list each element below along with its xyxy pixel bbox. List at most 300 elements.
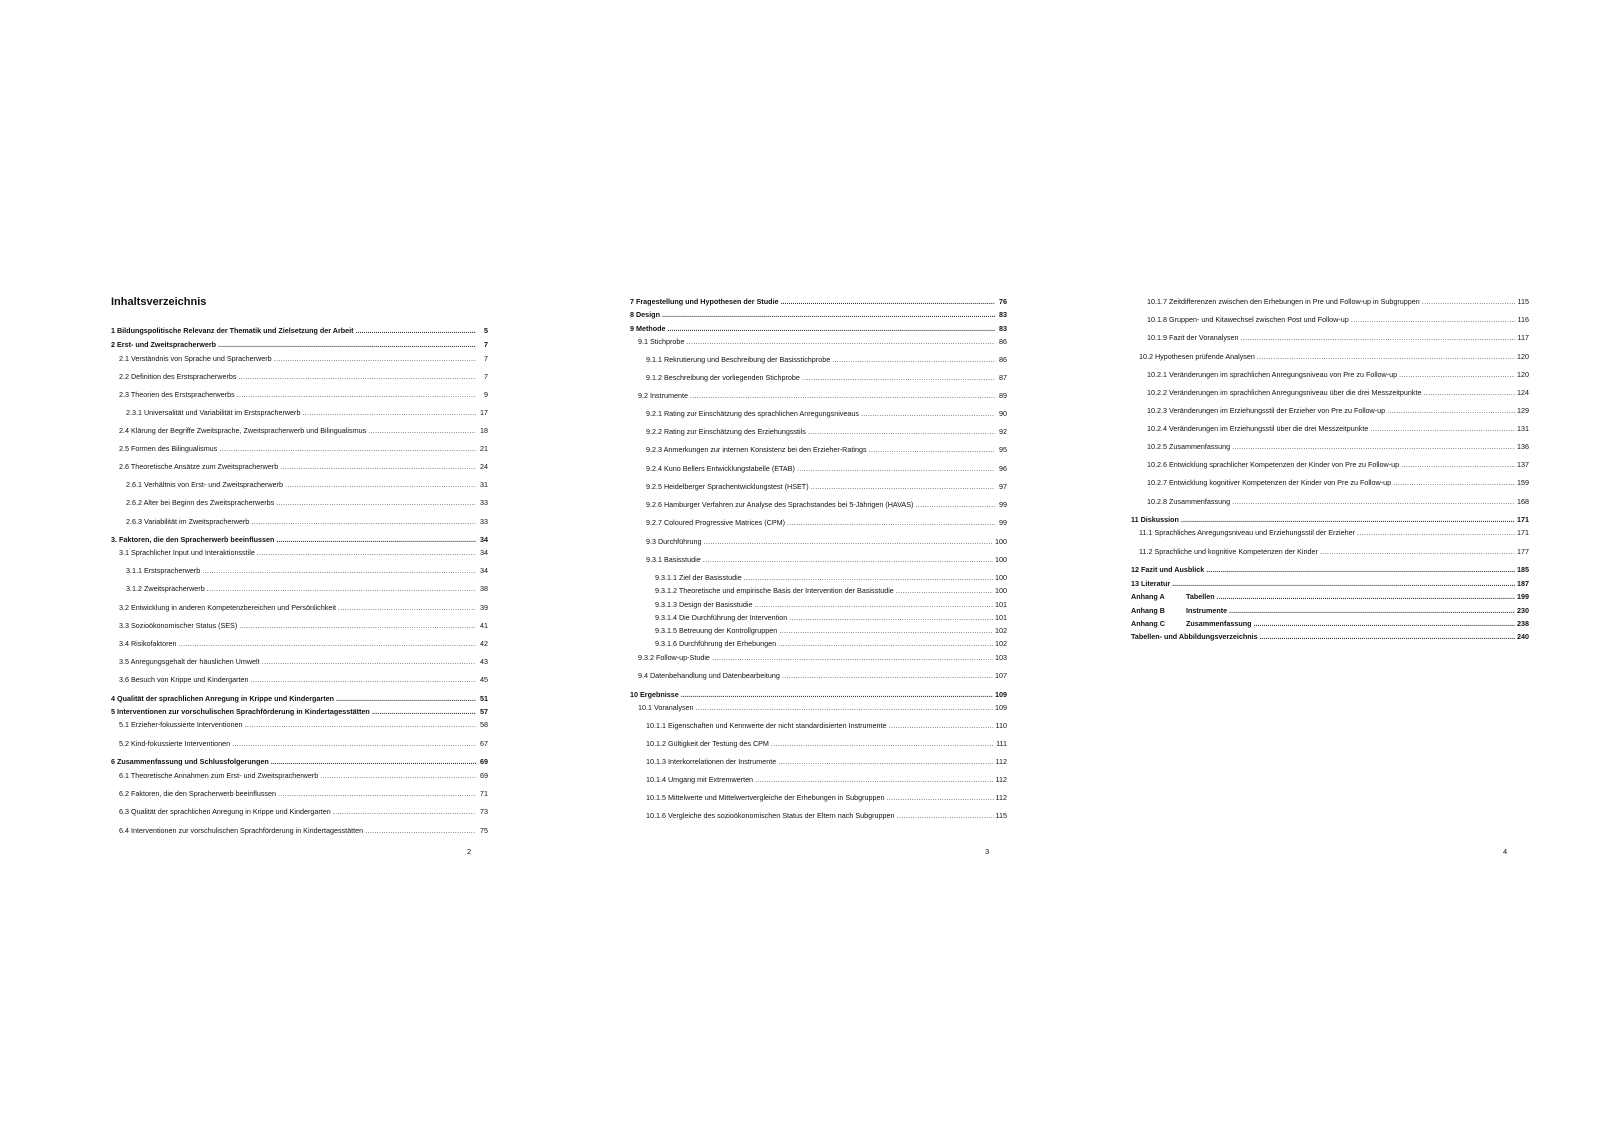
toc-entry-title: 9.4 Datenbehandlung und Datenbearbeitung [638, 671, 780, 680]
toc-entry-title: 10.1.1 Eigenschaften und Kennwerte der nicht standardisierten Instrumente [646, 721, 887, 730]
toc-entry[interactable] [119, 371, 488, 381]
toc-entry-title: 9.1.1 Rekrutierung und Beschreibung der Basisstichprobe [646, 355, 831, 364]
toc-entry-title: 9.3 Durchführung [646, 537, 702, 546]
toc-entry-page: 18 [480, 426, 488, 435]
toc-entry-page: 102 [995, 639, 1007, 648]
toc-entry-page: 112 [995, 757, 1007, 766]
toc-entry[interactable] [646, 720, 1007, 730]
toc-leader-dots [797, 464, 995, 473]
toc-entry-title: 10.1 Voranalysen [638, 703, 694, 712]
toc-leader-dots [333, 807, 476, 816]
toc-leader-dots [1357, 528, 1515, 537]
toc-entry[interactable] [119, 738, 488, 748]
toc-entry[interactable] [1131, 631, 1529, 641]
toc-entry-page: 99 [999, 518, 1007, 527]
toc-entry-title [1131, 619, 1252, 628]
toc-entry-page: 199 [1517, 592, 1529, 601]
toc-entry-title: 9 Methode [630, 324, 666, 333]
toc-leader-dots [1241, 333, 1516, 342]
toc-leader-dots [703, 555, 993, 564]
toc-entry-page: 101 [995, 613, 1007, 622]
toc-entry-page: 69 [480, 757, 488, 766]
toc-leader-dots [696, 703, 993, 712]
toc-entry-page: 120 [1517, 352, 1529, 361]
toc-leader-dots [755, 775, 993, 784]
toc-leader-dots [320, 771, 476, 780]
toc-entry-page: 100 [995, 537, 1007, 546]
toc-entry-page: 71 [480, 789, 488, 798]
toc-leader-dots [238, 372, 476, 381]
toc-entry[interactable] [630, 689, 1007, 699]
toc-entry[interactable] [119, 602, 488, 612]
toc-leader-dots [832, 355, 995, 364]
toc-leader-dots [250, 675, 476, 684]
toc-entry-page: 33 [480, 517, 488, 526]
toc-entry-page: 33 [480, 498, 488, 507]
toc-leader-dots [778, 639, 993, 648]
toc-entry-page: 109 [995, 690, 1007, 699]
toc-entry-title: 2.6 Theoretische Ansätze zum Zweitspracherwerb [119, 462, 279, 471]
toc-entry[interactable] [119, 719, 488, 729]
toc-entry[interactable] [646, 810, 1007, 820]
toc-entry[interactable] [1147, 441, 1529, 451]
toc-entry-page: 230 [1517, 606, 1529, 615]
toc-entry[interactable] [126, 479, 488, 489]
toc-entry[interactable] [119, 425, 488, 435]
toc-entry[interactable] [126, 565, 488, 575]
toc-entry-page: 129 [1517, 406, 1529, 415]
toc-entry-title: 2.3.1 Universalität und Variabilität im Erstspracherwerb [126, 408, 301, 417]
toc-entry[interactable] [655, 612, 1007, 622]
toc-leader-dots [356, 326, 476, 335]
toc-entry[interactable] [1131, 578, 1529, 588]
toc-entry[interactable] [646, 792, 1007, 802]
toc-entry-page: 42 [480, 639, 488, 648]
toc-entry-page: 58 [480, 720, 488, 729]
toc-entry-title: 9.2 Instrumente [638, 391, 688, 400]
toc-entry[interactable] [655, 585, 1007, 595]
toc-leader-dots [887, 793, 994, 802]
toc-leader-dots [368, 426, 476, 435]
toc-entry-title: 9.2.2 Rating zur Einschätzung des Erziehungsstils [646, 427, 806, 436]
toc-leader-dots [1351, 315, 1516, 324]
toc-entry-page: 45 [480, 675, 488, 684]
toc-entry-title: 9.3.1 Basisstudie [646, 555, 701, 564]
toc-entry[interactable] [646, 774, 1007, 784]
appendix-title: Zusammenfassung [1186, 619, 1252, 628]
toc-leader-dots [1401, 460, 1515, 469]
toc-entry[interactable] [1147, 496, 1529, 506]
toc-entry-title: 9.3.1.5 Betreuung der Kontrollgruppen [655, 626, 778, 635]
toc-leader-dots [668, 324, 995, 333]
toc-entry[interactable] [119, 656, 488, 666]
toc-entry[interactable] [119, 788, 488, 798]
toc-leader-dots [662, 310, 995, 319]
toc-entry[interactable] [1147, 477, 1529, 487]
toc-entry-title: 3.4 Risikofaktoren [119, 639, 177, 648]
toc-entry-title: 10.1.5 Mittelwerte und Mittelwertvergleiche der Erhebungen in Subgruppen [646, 793, 885, 802]
toc-leader-dots [219, 444, 476, 453]
toc-entry-page: 51 [480, 694, 488, 703]
toc-leader-dots [1229, 606, 1515, 615]
toc-entry-page: 7 [484, 372, 488, 381]
appendix-label: Anhang B [1131, 606, 1165, 615]
toc-entry[interactable] [126, 497, 488, 507]
toc-leader-dots [781, 297, 995, 306]
toc-entry-title: 9.3.1.3 Design der Basisstudie [655, 600, 753, 609]
toc-leader-dots [1370, 424, 1515, 433]
toc-entry-title: 6.3 Qualität der sprachlichen Anregung in Krippe und Kindergarten [119, 807, 331, 816]
toc-leader-dots [285, 480, 476, 489]
toc-entry-page: 136 [1517, 442, 1529, 451]
toc-leader-dots [338, 603, 476, 612]
toc-entry-page: 100 [995, 573, 1007, 582]
toc-entry[interactable] [111, 706, 488, 716]
toc-leader-dots [1387, 406, 1515, 415]
toc-leader-dots [207, 584, 476, 593]
toc-entry-title: 6.2 Faktoren, die den Spracherwerb beeinflussen [119, 789, 277, 798]
toc-entry-page: 111 [996, 739, 1007, 748]
toc-leader-dots [179, 639, 476, 648]
toc-leader-dots [1257, 352, 1515, 361]
toc-entry[interactable] [655, 572, 1007, 582]
toc-entry[interactable] [119, 353, 488, 363]
toc-entry-title: 10.1.9 Fazit der Voranalysen [1147, 333, 1239, 342]
page-number-3: 4 [1503, 847, 1508, 856]
toc-entry-page: 83 [999, 324, 1007, 333]
toc-entry-title: 7 Fragestellung und Hypothesen der Studie [630, 297, 779, 306]
toc-leader-dots [1206, 565, 1515, 574]
toc-entry-title: 6.1 Theoretische Annahmen zum Erst- und Zweitspracherwerb [119, 771, 319, 780]
toc-entry-title: 10.2 Hypothesen prüfende Analysen [1139, 352, 1255, 361]
toc-entry[interactable] [630, 296, 1007, 306]
toc-leader-dots [239, 621, 476, 630]
toc-entry-title: 11 Diskussion [1131, 515, 1179, 524]
toc-entry[interactable] [119, 674, 488, 684]
toc-entry[interactable] [638, 702, 1007, 712]
toc-entry-title: 2.6.2 Alter bei Beginn des Zweitspracherwerbs [126, 498, 275, 507]
toc-entry[interactable] [646, 517, 1007, 527]
toc-leader-dots [280, 462, 476, 471]
toc-entry-title: 3.6 Besuch von Krippe und Kindergarten [119, 675, 249, 684]
toc-entry-title: 10.2.3 Veränderungen im Erziehungsstil der Erzieher von Pre zu Follow-up [1147, 406, 1386, 415]
toc-entry[interactable] [646, 408, 1007, 418]
toc-entry-title: 9.2.1 Rating zur Einschätzung des sprachlichen Anregungsniveaus [646, 409, 859, 418]
toc-entry-page: 17 [480, 408, 488, 417]
toc-entry[interactable] [646, 372, 1007, 382]
toc-leader-dots [1181, 515, 1515, 524]
toc-entry[interactable] [119, 389, 488, 399]
toc-entry-title: 10.2.6 Entwicklung sprachlicher Kompetenzen der Kinder von Pre zu Follow-up [1147, 460, 1400, 469]
toc-entry-title: 9.2.4 Kuno Bellers Entwicklungstabelle (ETAB) [646, 464, 795, 473]
toc-leader-dots [1232, 497, 1515, 506]
toc-entry-title: 9.3.1.6 Durchführung der Erhebungen [655, 639, 777, 648]
toc-entry[interactable] [646, 738, 1007, 748]
toc-entry[interactable] [1147, 387, 1529, 397]
toc-entry-title: 2.3 Theorien des Erstspracherwerbs [119, 390, 235, 399]
toc-entry-page: 87 [999, 373, 1007, 382]
toc-leader-dots [869, 445, 995, 454]
toc-leader-dots [1172, 579, 1515, 588]
toc-leader-dots [889, 721, 994, 730]
toc-entry-title: 10.2.1 Veränderungen im sprachlichen Anregungsniveau von Pre zu Follow-up [1147, 370, 1398, 379]
toc-entry-title: 10.1.3 Interkorrelationen der Instrumente [646, 757, 777, 766]
toc-title: Inhaltsverzeichnis [111, 296, 207, 308]
toc-entry-title: 5 Interventionen zur vorschulischen Sprachförderung in Kindertagesstätten [111, 707, 370, 716]
toc-entry[interactable] [111, 756, 488, 766]
toc-entry[interactable] [646, 536, 1007, 546]
toc-entry-title: 11.2 Sprachliche und kognitive Kompetenzen der Kinder [1139, 547, 1318, 556]
toc-leader-dots [262, 657, 476, 666]
toc-entry-page: 73 [480, 807, 488, 816]
toc-entry-page: 99 [999, 500, 1007, 509]
toc-entry-page: 5 [484, 326, 488, 335]
toc-entry-page: 38 [480, 584, 488, 593]
toc-entry-page: 34 [480, 535, 488, 544]
toc-entry[interactable] [646, 444, 1007, 454]
toc-entry-page: 97 [999, 482, 1007, 491]
toc-entry-page: 185 [1517, 565, 1529, 574]
toc-entry-page: 7 [484, 340, 488, 349]
toc-entry-page: 131 [1517, 424, 1529, 433]
toc-entry-title [1131, 606, 1227, 615]
toc-entry-page: 41 [480, 621, 488, 630]
toc-entry[interactable] [638, 652, 1007, 662]
toc-entry-page: 100 [995, 586, 1007, 595]
toc-entry-title: 9.2.7 Coloured Progressive Matrices (CPM) [646, 518, 786, 527]
toc-entry-page: 69 [480, 771, 488, 780]
toc-entry[interactable] [111, 325, 488, 335]
toc-leader-dots [808, 427, 995, 436]
toc-entry-page: 96 [999, 464, 1007, 473]
toc-entry[interactable] [111, 693, 488, 703]
toc-entry[interactable] [646, 756, 1007, 766]
toc-leader-dots [251, 517, 476, 526]
toc-entry-page: 240 [1517, 632, 1529, 641]
toc-entry[interactable] [119, 443, 488, 453]
toc-entry-title: 6 Zusammenfassung und Schlussfolgerungen [111, 757, 269, 766]
toc-entry-title: 6.4 Interventionen zur vorschulischen Sprachförderung in Kindertagesstätten [119, 826, 364, 835]
toc-entry-page: 168 [1517, 497, 1529, 506]
toc-entry-page: 171 [1517, 528, 1529, 537]
toc-entry[interactable] [1139, 546, 1529, 556]
toc-entry-title: 2.6.1 Verhältnis von Erst- und Zweitspracherwerb [126, 480, 284, 489]
toc-entry[interactable] [111, 534, 488, 544]
toc-entry-title: 10.1.2 Gültigkeit der Testung des CPM [646, 739, 769, 748]
toc-entry-page: 112 [995, 793, 1007, 802]
toc-entry[interactable] [1131, 605, 1529, 615]
toc-entry-page: 31 [480, 480, 488, 489]
toc-entry-title [1131, 592, 1215, 601]
toc-entry-page: 117 [1517, 333, 1529, 342]
toc-leader-dots [789, 613, 993, 622]
toc-entry[interactable] [646, 554, 1007, 564]
toc-entry[interactable] [1147, 423, 1529, 433]
toc-entry[interactable] [638, 390, 1007, 400]
toc-entry[interactable] [655, 638, 1007, 648]
toc-entry[interactable] [1147, 459, 1529, 469]
toc-entry-page: 116 [1517, 315, 1529, 324]
toc-leader-dots [274, 354, 476, 363]
toc-entry[interactable] [646, 426, 1007, 436]
toc-leader-dots [712, 653, 993, 662]
toc-entry[interactable] [1147, 314, 1529, 324]
toc-leader-dots [755, 600, 994, 609]
toc-entry-page: 86 [999, 355, 1007, 364]
toc-entry-page: 238 [1517, 619, 1529, 628]
toc-leader-dots [1232, 442, 1515, 451]
toc-entry[interactable] [119, 620, 488, 630]
toc-leader-dots [271, 757, 476, 766]
toc-entry[interactable] [119, 638, 488, 648]
toc-entry-page: 103 [995, 653, 1007, 662]
toc-entry-title: 1 Bildungspolitische Relevanz der Thematik und Zielsetzung der Arbeit [111, 326, 354, 335]
toc-entry[interactable] [646, 499, 1007, 509]
toc-leader-dots [744, 573, 993, 582]
toc-entry[interactable] [119, 547, 488, 557]
toc-entry[interactable] [1147, 369, 1529, 379]
toc-leader-dots [257, 548, 476, 557]
toc-entry-page: 107 [995, 671, 1007, 680]
toc-leader-dots [1254, 619, 1515, 628]
toc-entry[interactable] [655, 599, 1007, 609]
toc-entry[interactable] [638, 670, 1007, 680]
toc-entry[interactable] [111, 339, 488, 349]
toc-leader-dots [365, 826, 476, 835]
toc-entry-page: 34 [480, 548, 488, 557]
toc-entry-title: 2.6.3 Variabilität im Zweitspracherwerb [126, 517, 250, 526]
toc-entry-page: 110 [995, 721, 1007, 730]
toc-entry[interactable] [1139, 527, 1529, 537]
toc-entry-title: 4 Qualität der sprachlichen Anregung in Krippe und Kindergarten [111, 694, 334, 703]
toc-leader-dots [681, 690, 993, 699]
page-number-1: 2 [467, 847, 472, 856]
toc-entry[interactable] [1147, 296, 1529, 306]
toc-leader-dots [202, 566, 476, 575]
toc-entry[interactable] [638, 336, 1007, 346]
toc-entry-title: 10 Ergebnisse [630, 690, 679, 699]
toc-entry-page: 115 [1517, 297, 1529, 306]
appendix-label: Anhang C [1131, 619, 1165, 628]
toc-entry-page: 187 [1517, 579, 1529, 588]
toc-leader-dots [896, 586, 993, 595]
toc-entry-title: 10.2.5 Zusammenfassung [1147, 442, 1231, 451]
toc-entry-title: 2.4 Klärung der Begriffe Zweitsprache, Zweitspracherwerb und Bilingualismus [119, 426, 367, 435]
toc-entry-page: 67 [480, 739, 488, 748]
toc-entry[interactable] [646, 463, 1007, 473]
toc-entry[interactable] [1131, 514, 1529, 524]
toc-entry-title: 10.1.8 Gruppen- und Kitawechsel zwischen Post und Follow-up [1147, 315, 1349, 324]
toc-entry-page: 57 [480, 707, 488, 716]
toc-entry[interactable] [646, 354, 1007, 364]
toc-leader-dots [690, 391, 995, 400]
toc-entry[interactable] [1131, 591, 1529, 601]
toc-leader-dots [802, 373, 995, 382]
toc-entry[interactable] [1147, 332, 1529, 342]
toc-entry-title: 10.1.6 Vergleiche des sozioökonomischen Status der Eltern nach Subgruppen [646, 811, 895, 820]
toc-leader-dots [302, 408, 476, 417]
toc-entry-title: 2.1 Verständnis von Sprache und Spracherwerb [119, 354, 272, 363]
appendix-title: Tabellen [1186, 592, 1215, 601]
toc-leader-dots [1399, 370, 1515, 379]
toc-leader-dots [336, 694, 476, 703]
toc-entry-title: 10.2.2 Veränderungen im sprachlichen Anregungsniveau über die drei Messzeitpunkte [1147, 388, 1422, 397]
toc-entry-page: 89 [999, 391, 1007, 400]
toc-leader-dots [915, 500, 995, 509]
toc-leader-dots [276, 535, 476, 544]
toc-entry-title: 10.2.8 Zusammenfassung [1147, 497, 1231, 506]
toc-entry-title: 9.3.2 Follow-up-Studie [638, 653, 710, 662]
toc-entry-title: 12 Fazit und Ausblick [1131, 565, 1205, 574]
toc-entry-title: 10.2.4 Veränderungen im Erziehungsstil über die drei Messzeitpunkte [1147, 424, 1369, 433]
toc-entry[interactable] [1147, 405, 1529, 415]
toc-entry-page: 75 [480, 826, 488, 835]
toc-entry-page: 101 [995, 600, 1007, 609]
toc-leader-dots [244, 720, 476, 729]
toc-leader-dots [372, 707, 476, 716]
toc-entry-title: 9.2.6 Hamburger Verfahren zur Analyse des Sprachstandes bei 5-Jährigen (HAVAS) [646, 500, 914, 509]
toc-entry[interactable] [119, 770, 488, 780]
toc-leader-dots [1422, 297, 1516, 306]
toc-entry-page: 24 [480, 462, 488, 471]
toc-leader-dots [1217, 592, 1515, 601]
toc-leader-dots [1320, 547, 1515, 556]
toc-entry-title: 10.2.7 Entwicklung kognitiver Kompetenzen der Kinder von Pre zu Follow-up [1147, 478, 1392, 487]
toc-entry-page: 9 [484, 390, 488, 399]
toc-entry[interactable] [119, 806, 488, 816]
toc-entry-page: 171 [1517, 515, 1529, 524]
appendix-title: Instrumente [1186, 606, 1228, 615]
toc-entry[interactable] [1131, 618, 1529, 628]
toc-entry-page: 95 [999, 445, 1007, 454]
toc-entry-page: 109 [995, 703, 1007, 712]
toc-entry-title: 3.1.2 Zweitspracherwerb [126, 584, 205, 593]
toc-leader-dots [811, 482, 995, 491]
toc-leader-dots [1424, 388, 1516, 397]
toc-leader-dots [779, 626, 993, 635]
toc-entry[interactable] [126, 583, 488, 593]
toc-entry[interactable] [119, 461, 488, 471]
toc-entry-title: 10.1.7 Zeitdifferenzen zwischen den Erhebungen in Pre und Follow-up in Subgruppen [1147, 297, 1420, 306]
toc-entry-title: 13 Literatur [1131, 579, 1171, 588]
toc-leader-dots [782, 671, 993, 680]
toc-entry[interactable] [630, 323, 1007, 333]
toc-entry-page: 92 [999, 427, 1007, 436]
toc-entry-title: 3.3 Sozioökonomischer Status (SES) [119, 621, 238, 630]
toc-entry-title: 9.1 Stichprobe [638, 337, 685, 346]
toc-entry[interactable] [1131, 564, 1529, 574]
toc-entry-title: 9.3.1.1 Ziel der Basisstudie [655, 573, 742, 582]
toc-entry[interactable] [1139, 351, 1529, 361]
toc-entry[interactable] [126, 407, 488, 417]
toc-entry[interactable] [646, 481, 1007, 491]
toc-leader-dots [897, 811, 994, 820]
toc-entry-page: 7 [484, 354, 488, 363]
toc-entry-page: 83 [999, 310, 1007, 319]
toc-entry-title: 2.5 Formen des Bilingualismus [119, 444, 218, 453]
toc-entry[interactable] [630, 309, 1007, 319]
toc-entry[interactable] [655, 625, 1007, 635]
toc-entry-title: 3.1 Sprachlicher Input und Interaktionsstile [119, 548, 255, 557]
toc-leader-dots [276, 498, 476, 507]
toc-entry-page: 115 [995, 811, 1007, 820]
toc-entry[interactable] [119, 825, 488, 835]
toc-entry-title: 9.3.1.4 Die Durchführung der Intervention [655, 613, 788, 622]
toc-entry[interactable] [126, 516, 488, 526]
toc-entry-title: 9.2.3 Anmerkungen zur internen Konsistenz bei den Erzieher-Ratings [646, 445, 867, 454]
toc-entry-title: 3. Faktoren, die den Spracherwerb beeinflussen [111, 535, 275, 544]
toc-leader-dots [861, 409, 995, 418]
